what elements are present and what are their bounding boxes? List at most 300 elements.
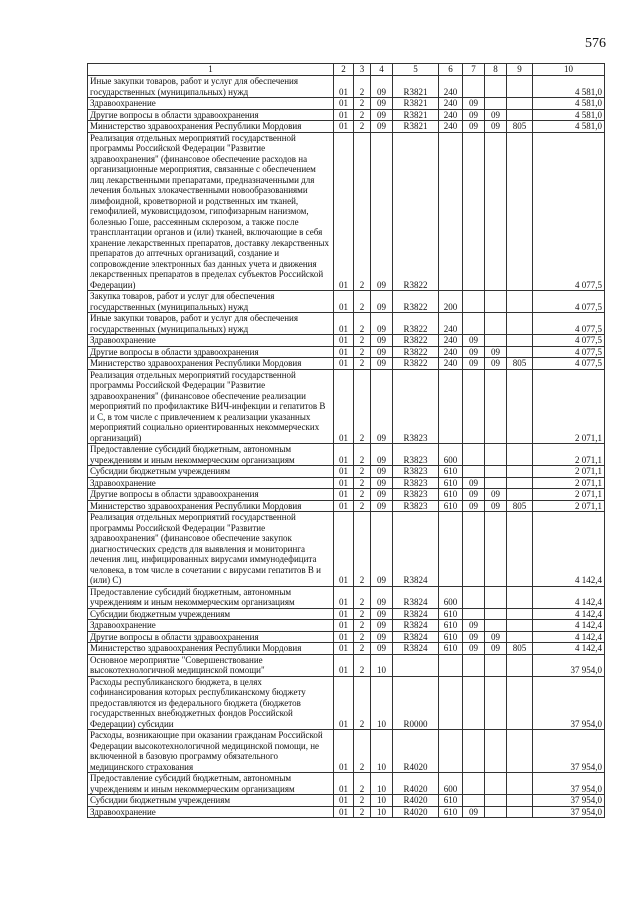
ministry-code-cell bbox=[507, 444, 533, 466]
subprogram-code-cell: 09 bbox=[371, 620, 393, 632]
item-name-cell: Министерство здравоохранения Республики Мордовия bbox=[88, 500, 334, 512]
subsection-code-cell bbox=[485, 730, 507, 773]
expense-type-code-cell bbox=[439, 730, 463, 773]
expense-type-code-cell: 610 bbox=[439, 477, 463, 489]
subsection-code-cell: 09 bbox=[485, 346, 507, 358]
target-item-code-cell bbox=[393, 654, 439, 676]
subprogram-code-cell: 09 bbox=[371, 477, 393, 489]
section-code-cell bbox=[463, 586, 485, 608]
table-row bbox=[88, 654, 605, 676]
subprogram-code-cell: 09 bbox=[371, 489, 393, 501]
section-code-cell: 09 bbox=[463, 109, 485, 121]
subsection-code-cell bbox=[485, 620, 507, 632]
target-item-code-cell: R3822 bbox=[393, 132, 439, 291]
section-code-cell bbox=[463, 512, 485, 587]
target-item-code-cell: R3823 bbox=[393, 444, 439, 466]
target-item-code-cell: R3822 bbox=[393, 335, 439, 347]
ministry-code-cell bbox=[507, 369, 533, 444]
section-code-cell: 09 bbox=[463, 643, 485, 655]
target-item-code-cell: R3823 bbox=[393, 466, 439, 478]
section-code-cell bbox=[463, 466, 485, 478]
ministry-code-cell bbox=[507, 654, 533, 676]
subprogram-code-cell: 09 bbox=[371, 358, 393, 370]
ministry-code-cell: 805 bbox=[507, 121, 533, 133]
subprogram-code-cell: 10 bbox=[371, 730, 393, 773]
expense-type-code-cell: 610 bbox=[439, 466, 463, 478]
expense-type-code-cell: 240 bbox=[439, 109, 463, 121]
ministry-code-cell bbox=[507, 806, 533, 818]
item-name-cell: Реализация отдельных мероприятий государственной программы Российской Федерации "Развитие здравоохранения" (финансовое обеспечение закупок диагностических средств для выявления и мониторинга лечения лиц, инфицированных вирусами иммунодефицита человека, в том числе в сочетании с вирусами гепатитов В и (или) С) bbox=[88, 512, 334, 587]
ministry-code-cell: 805 bbox=[507, 643, 533, 655]
expense-type-code-cell: 610 bbox=[439, 795, 463, 807]
program-code-cell: 2 bbox=[354, 500, 371, 512]
program-code-cell: 2 bbox=[354, 358, 371, 370]
chapter-code-cell: 01 bbox=[334, 444, 354, 466]
subprogram-code-cell: 09 bbox=[371, 466, 393, 478]
target-item-code-cell: R3824 bbox=[393, 586, 439, 608]
target-item-code-cell: R3822 bbox=[393, 313, 439, 335]
section-code-cell: 09 bbox=[463, 477, 485, 489]
target-item-code-cell: R3823 bbox=[393, 500, 439, 512]
table-row bbox=[88, 109, 605, 121]
amount-cell: 4 142,4 bbox=[533, 631, 605, 643]
ministry-code-cell bbox=[507, 676, 533, 730]
target-item-code-cell: R3824 bbox=[393, 608, 439, 620]
subprogram-code-cell: 09 bbox=[371, 500, 393, 512]
program-code-cell: 2 bbox=[354, 730, 371, 773]
chapter-code-cell: 01 bbox=[334, 98, 354, 110]
item-name-cell: Министерство здравоохранения Республики Мордовия bbox=[88, 643, 334, 655]
target-item-code-cell: R3821 bbox=[393, 98, 439, 110]
subsection-code-cell bbox=[485, 369, 507, 444]
subsection-code-cell: 09 bbox=[485, 109, 507, 121]
program-code-cell: 2 bbox=[354, 132, 371, 291]
target-item-code-cell: R4020 bbox=[393, 730, 439, 773]
item-name-cell: Здравоохранение bbox=[88, 335, 334, 347]
item-name-cell: Министерство здравоохранения Республики Мордовия bbox=[88, 358, 334, 370]
target-item-code-cell: R3823 bbox=[393, 477, 439, 489]
item-name-cell: Министерство здравоохранения Республики Мордовия bbox=[88, 121, 334, 133]
chapter-code-cell: 01 bbox=[334, 676, 354, 730]
expense-type-code-cell: 610 bbox=[439, 608, 463, 620]
chapter-code-cell: 01 bbox=[334, 109, 354, 121]
program-code-cell: 2 bbox=[354, 795, 371, 807]
target-item-code-cell: R4020 bbox=[393, 773, 439, 795]
table-row bbox=[88, 369, 605, 444]
program-code-cell: 2 bbox=[354, 369, 371, 444]
item-name-cell: Расходы, возникающие при оказании гражданам Российской Федерации высокотехнологичной медицинской помощи, не включенной в базовую программу обязательного медицинского страхования bbox=[88, 730, 334, 773]
subsection-code-cell: 09 bbox=[485, 643, 507, 655]
section-code-cell bbox=[463, 369, 485, 444]
expense-type-code-cell: 240 bbox=[439, 98, 463, 110]
subprogram-code-cell: 09 bbox=[371, 132, 393, 291]
chapter-code-cell: 01 bbox=[334, 500, 354, 512]
subsection-code-cell bbox=[485, 512, 507, 587]
expense-type-code-cell: 240 bbox=[439, 313, 463, 335]
amount-cell: 4 581,0 bbox=[533, 121, 605, 133]
section-code-cell bbox=[463, 676, 485, 730]
section-code-cell bbox=[463, 313, 485, 335]
ministry-code-cell bbox=[507, 773, 533, 795]
expense-type-code-cell: 610 bbox=[439, 631, 463, 643]
amount-cell: 37 954,0 bbox=[533, 806, 605, 818]
subsection-code-cell: 09 bbox=[485, 489, 507, 501]
subsection-code-cell: 09 bbox=[485, 358, 507, 370]
subprogram-code-cell: 09 bbox=[371, 98, 393, 110]
section-code-cell: 09 bbox=[463, 631, 485, 643]
expense-type-code-cell bbox=[439, 512, 463, 587]
table-row bbox=[88, 98, 605, 110]
chapter-code-cell: 01 bbox=[334, 313, 354, 335]
section-code-cell: 09 bbox=[463, 335, 485, 347]
item-name-cell: Расходы республиканского бюджета, в целях софинансирования которых республиканскому бюджету предоставляются из федерального бюджета (бюджетов государственных внебюджетных фондов Российской Федерации) субсидии bbox=[88, 676, 334, 730]
expense-type-code-cell: 610 bbox=[439, 643, 463, 655]
table-row bbox=[88, 730, 605, 773]
section-code-cell bbox=[463, 291, 485, 313]
subsection-code-cell bbox=[485, 313, 507, 335]
chapter-code-cell: 01 bbox=[334, 121, 354, 133]
expense-type-code-cell bbox=[439, 132, 463, 291]
section-code-cell: 09 bbox=[463, 358, 485, 370]
ministry-code-cell bbox=[507, 512, 533, 587]
item-name-cell: Субсидии бюджетным учреждениям bbox=[88, 795, 334, 807]
subprogram-code-cell: 09 bbox=[371, 631, 393, 643]
expense-type-code-cell bbox=[439, 676, 463, 730]
amount-cell: 4 077,5 bbox=[533, 132, 605, 291]
target-item-code-cell: R3824 bbox=[393, 620, 439, 632]
chapter-code-cell: 01 bbox=[334, 291, 354, 313]
section-code-cell bbox=[463, 730, 485, 773]
expense-type-code-cell bbox=[439, 369, 463, 444]
target-item-code-cell: R3824 bbox=[393, 631, 439, 643]
section-code-cell: 09 bbox=[463, 346, 485, 358]
table-row bbox=[88, 477, 605, 489]
target-item-code-cell: R0000 bbox=[393, 676, 439, 730]
subsection-code-cell bbox=[485, 76, 507, 98]
header-cell: 10 bbox=[533, 64, 605, 76]
subsection-code-cell bbox=[485, 676, 507, 730]
section-code-cell: 09 bbox=[463, 620, 485, 632]
table-row bbox=[88, 291, 605, 313]
item-name-cell: Предоставление субсидий бюджетным, автономным учреждениям и иным некоммерческим организациям bbox=[88, 586, 334, 608]
table-row bbox=[88, 643, 605, 655]
subprogram-code-cell: 09 bbox=[371, 121, 393, 133]
chapter-code-cell: 01 bbox=[334, 643, 354, 655]
program-code-cell: 2 bbox=[354, 586, 371, 608]
program-code-cell: 2 bbox=[354, 444, 371, 466]
amount-cell: 4 077,5 bbox=[533, 346, 605, 358]
subsection-code-cell: 09 bbox=[485, 121, 507, 133]
table-row bbox=[88, 806, 605, 818]
item-name-cell: Другие вопросы в области здравоохранения bbox=[88, 631, 334, 643]
section-code-cell bbox=[463, 773, 485, 795]
budget-table bbox=[87, 63, 605, 818]
subprogram-code-cell: 09 bbox=[371, 346, 393, 358]
ministry-code-cell bbox=[507, 586, 533, 608]
item-name-cell: Другие вопросы в области здравоохранения bbox=[88, 346, 334, 358]
chapter-code-cell: 01 bbox=[334, 358, 354, 370]
subprogram-code-cell: 10 bbox=[371, 806, 393, 818]
program-code-cell: 2 bbox=[354, 76, 371, 98]
header-cell: 7 bbox=[463, 64, 485, 76]
chapter-code-cell: 01 bbox=[334, 76, 354, 98]
program-code-cell: 2 bbox=[354, 346, 371, 358]
expense-type-code-cell: 610 bbox=[439, 620, 463, 632]
target-item-code-cell: R3821 bbox=[393, 121, 439, 133]
program-code-cell: 2 bbox=[354, 773, 371, 795]
chapter-code-cell: 01 bbox=[334, 608, 354, 620]
program-code-cell: 2 bbox=[354, 335, 371, 347]
expense-type-code-cell: 240 bbox=[439, 76, 463, 98]
subprogram-code-cell: 09 bbox=[371, 109, 393, 121]
item-name-cell: Иные закупки товаров, работ и услуг для обеспечения государственных (муниципальных) нужд bbox=[88, 313, 334, 335]
program-code-cell: 2 bbox=[354, 489, 371, 501]
chapter-code-cell: 01 bbox=[334, 466, 354, 478]
section-code-cell bbox=[463, 654, 485, 676]
ministry-code-cell bbox=[507, 98, 533, 110]
amount-cell: 2 071,1 bbox=[533, 466, 605, 478]
section-code-cell bbox=[463, 608, 485, 620]
target-item-code-cell: R3822 bbox=[393, 346, 439, 358]
subprogram-code-cell: 09 bbox=[371, 291, 393, 313]
header-cell: 9 bbox=[507, 64, 533, 76]
target-item-code-cell: R4020 bbox=[393, 806, 439, 818]
chapter-code-cell: 01 bbox=[334, 631, 354, 643]
subsection-code-cell bbox=[485, 806, 507, 818]
table-row bbox=[88, 620, 605, 632]
target-item-code-cell: R3822 bbox=[393, 358, 439, 370]
target-item-code-cell: R3823 bbox=[393, 489, 439, 501]
chapter-code-cell: 01 bbox=[334, 806, 354, 818]
table-row bbox=[88, 608, 605, 620]
target-item-code-cell: R3823 bbox=[393, 369, 439, 444]
table-row bbox=[88, 489, 605, 501]
item-name-cell: Здравоохранение bbox=[88, 806, 334, 818]
expense-type-code-cell bbox=[439, 654, 463, 676]
target-item-code-cell: R3824 bbox=[393, 643, 439, 655]
ministry-code-cell bbox=[507, 291, 533, 313]
amount-cell: 2 071,1 bbox=[533, 444, 605, 466]
program-code-cell: 2 bbox=[354, 654, 371, 676]
section-code-cell: 09 bbox=[463, 500, 485, 512]
ministry-code-cell bbox=[507, 466, 533, 478]
table-row bbox=[88, 631, 605, 643]
program-code-cell: 2 bbox=[354, 512, 371, 587]
subsection-code-cell bbox=[485, 586, 507, 608]
table-row bbox=[88, 358, 605, 370]
amount-cell: 37 954,0 bbox=[533, 795, 605, 807]
amount-cell: 4 077,5 bbox=[533, 313, 605, 335]
program-code-cell: 2 bbox=[354, 98, 371, 110]
header-cell: 1 bbox=[88, 64, 334, 76]
chapter-code-cell: 01 bbox=[334, 489, 354, 501]
table-body bbox=[88, 76, 605, 818]
target-item-code-cell: R3821 bbox=[393, 76, 439, 98]
expense-type-code-cell: 240 bbox=[439, 346, 463, 358]
amount-cell: 37 954,0 bbox=[533, 773, 605, 795]
subsection-code-cell bbox=[485, 795, 507, 807]
item-name-cell: Субсидии бюджетным учреждениям bbox=[88, 466, 334, 478]
table-row bbox=[88, 121, 605, 133]
page-number: 576 bbox=[585, 36, 606, 51]
subprogram-code-cell: 09 bbox=[371, 608, 393, 620]
ministry-code-cell bbox=[507, 313, 533, 335]
amount-cell: 4 142,4 bbox=[533, 586, 605, 608]
section-code-cell: 09 bbox=[463, 806, 485, 818]
subprogram-code-cell: 09 bbox=[371, 444, 393, 466]
section-code-cell bbox=[463, 132, 485, 291]
item-name-cell: Предоставление субсидий бюджетным, автономным учреждениям и иным некоммерческим организациям bbox=[88, 773, 334, 795]
subprogram-code-cell: 10 bbox=[371, 773, 393, 795]
subprogram-code-cell: 10 bbox=[371, 676, 393, 730]
expense-type-code-cell: 610 bbox=[439, 489, 463, 501]
ministry-code-cell bbox=[507, 76, 533, 98]
subsection-code-cell bbox=[485, 654, 507, 676]
amount-cell: 4 581,0 bbox=[533, 76, 605, 98]
subsection-code-cell bbox=[485, 477, 507, 489]
expense-type-code-cell: 240 bbox=[439, 358, 463, 370]
chapter-code-cell: 01 bbox=[334, 795, 354, 807]
section-code-cell: 09 bbox=[463, 98, 485, 110]
ministry-code-cell bbox=[507, 795, 533, 807]
item-name-cell: Субсидии бюджетным учреждениям bbox=[88, 608, 334, 620]
amount-cell: 2 071,1 bbox=[533, 500, 605, 512]
amount-cell: 37 954,0 bbox=[533, 676, 605, 730]
item-name-cell: Предоставление субсидий бюджетным, автономным учреждениям и иным некоммерческим организациям bbox=[88, 444, 334, 466]
chapter-code-cell: 01 bbox=[334, 132, 354, 291]
program-code-cell: 2 bbox=[354, 643, 371, 655]
section-code-cell: 09 bbox=[463, 489, 485, 501]
subsection-code-cell bbox=[485, 608, 507, 620]
chapter-code-cell: 01 bbox=[334, 730, 354, 773]
expense-type-code-cell: 240 bbox=[439, 121, 463, 133]
subprogram-code-cell: 09 bbox=[371, 335, 393, 347]
subprogram-code-cell: 09 bbox=[371, 512, 393, 587]
amount-cell: 4 581,0 bbox=[533, 98, 605, 110]
expense-type-code-cell: 600 bbox=[439, 444, 463, 466]
chapter-code-cell: 01 bbox=[334, 369, 354, 444]
expense-type-code-cell: 610 bbox=[439, 806, 463, 818]
amount-cell: 4 142,4 bbox=[533, 620, 605, 632]
ministry-code-cell bbox=[507, 132, 533, 291]
program-code-cell: 2 bbox=[354, 806, 371, 818]
expense-type-code-cell: 610 bbox=[439, 500, 463, 512]
table-row bbox=[88, 335, 605, 347]
section-code-cell: 09 bbox=[463, 121, 485, 133]
subsection-code-cell bbox=[485, 444, 507, 466]
item-name-cell: Реализация отдельных мероприятий государственной программы Российской Федерации "Развитие здравоохранения" (финансовое обеспечение расходов на организационные мероприятия, связанные с обеспечением лиц лекарственными препаратами, предназначенными для лечения больных злокачественными новообразованиями лимфоидной, кроветворной и родственных им тканей, гемофилией, муковисцидозом, гипофизарным нанизмом, болезнью Гоше, рассеянным склерозом, а также после трансплантации органов и (или) тканей, включающие в себя хранение лекарственных препаратов, доставку лекарственных препаратов до аптечных организаций, создание и сопровождение электронных баз данных учета и движения лекарственных препаратов в пределах субъектов Российской Федерации) bbox=[88, 132, 334, 291]
amount-cell: 37 954,0 bbox=[533, 654, 605, 676]
subsection-code-cell: 09 bbox=[485, 500, 507, 512]
table-row bbox=[88, 76, 605, 98]
ministry-code-cell bbox=[507, 620, 533, 632]
program-code-cell: 2 bbox=[354, 109, 371, 121]
chapter-code-cell: 01 bbox=[334, 335, 354, 347]
subsection-code-cell bbox=[485, 132, 507, 291]
amount-cell: 4 077,5 bbox=[533, 335, 605, 347]
ministry-code-cell bbox=[507, 631, 533, 643]
amount-cell: 4 142,4 bbox=[533, 643, 605, 655]
header-cell: 2 bbox=[334, 64, 354, 76]
chapter-code-cell: 01 bbox=[334, 586, 354, 608]
table-header-row bbox=[88, 64, 605, 76]
amount-cell: 2 071,1 bbox=[533, 489, 605, 501]
subprogram-code-cell: 10 bbox=[371, 654, 393, 676]
program-code-cell: 2 bbox=[354, 313, 371, 335]
amount-cell: 2 071,1 bbox=[533, 369, 605, 444]
chapter-code-cell: 01 bbox=[334, 477, 354, 489]
expense-type-code-cell: 240 bbox=[439, 335, 463, 347]
program-code-cell: 2 bbox=[354, 676, 371, 730]
table-row bbox=[88, 586, 605, 608]
item-name-cell: Основное мероприятие "Совершенствование высокотехнологичной медицинской помощи" bbox=[88, 654, 334, 676]
subprogram-code-cell: 10 bbox=[371, 795, 393, 807]
section-code-cell bbox=[463, 795, 485, 807]
table-row bbox=[88, 444, 605, 466]
amount-cell: 4 142,4 bbox=[533, 512, 605, 587]
program-code-cell: 2 bbox=[354, 608, 371, 620]
program-code-cell: 2 bbox=[354, 291, 371, 313]
ministry-code-cell: 805 bbox=[507, 500, 533, 512]
ministry-code-cell bbox=[507, 608, 533, 620]
subprogram-code-cell: 09 bbox=[371, 76, 393, 98]
table-row bbox=[88, 773, 605, 795]
table-row bbox=[88, 676, 605, 730]
ministry-code-cell: 805 bbox=[507, 358, 533, 370]
subprogram-code-cell: 09 bbox=[371, 313, 393, 335]
subsection-code-cell bbox=[485, 98, 507, 110]
chapter-code-cell: 01 bbox=[334, 512, 354, 587]
subsection-code-cell: 09 bbox=[485, 631, 507, 643]
expense-type-code-cell: 600 bbox=[439, 586, 463, 608]
section-code-cell bbox=[463, 444, 485, 466]
chapter-code-cell: 01 bbox=[334, 346, 354, 358]
ministry-code-cell bbox=[507, 730, 533, 773]
amount-cell: 2 071,1 bbox=[533, 477, 605, 489]
subprogram-code-cell: 09 bbox=[371, 643, 393, 655]
item-name-cell: Другие вопросы в области здравоохранения bbox=[88, 109, 334, 121]
amount-cell: 4 077,5 bbox=[533, 291, 605, 313]
target-item-code-cell: R3821 bbox=[393, 109, 439, 121]
item-name-cell: Здравоохранение bbox=[88, 477, 334, 489]
amount-cell: 4 581,0 bbox=[533, 109, 605, 121]
item-name-cell: Закупка товаров, работ и услуг для обеспечения государственных (муниципальных) нужд bbox=[88, 291, 334, 313]
table-row bbox=[88, 500, 605, 512]
table-row bbox=[88, 132, 605, 291]
table-row bbox=[88, 512, 605, 587]
amount-cell: 4 142,4 bbox=[533, 608, 605, 620]
program-code-cell: 2 bbox=[354, 477, 371, 489]
table-row bbox=[88, 313, 605, 335]
header-cell: 6 bbox=[439, 64, 463, 76]
subprogram-code-cell: 09 bbox=[371, 369, 393, 444]
target-item-code-cell: R3822 bbox=[393, 291, 439, 313]
ministry-code-cell bbox=[507, 477, 533, 489]
item-name-cell: Другие вопросы в области здравоохранения bbox=[88, 489, 334, 501]
header-cell: 4 bbox=[371, 64, 393, 76]
expense-type-code-cell: 600 bbox=[439, 773, 463, 795]
target-item-code-cell: R4020 bbox=[393, 795, 439, 807]
target-item-code-cell: R3824 bbox=[393, 512, 439, 587]
chapter-code-cell: 01 bbox=[334, 620, 354, 632]
table-row bbox=[88, 466, 605, 478]
chapter-code-cell: 01 bbox=[334, 773, 354, 795]
ministry-code-cell bbox=[507, 335, 533, 347]
table-row bbox=[88, 346, 605, 358]
subsection-code-cell bbox=[485, 773, 507, 795]
subsection-code-cell bbox=[485, 335, 507, 347]
chapter-code-cell: 01 bbox=[334, 654, 354, 676]
